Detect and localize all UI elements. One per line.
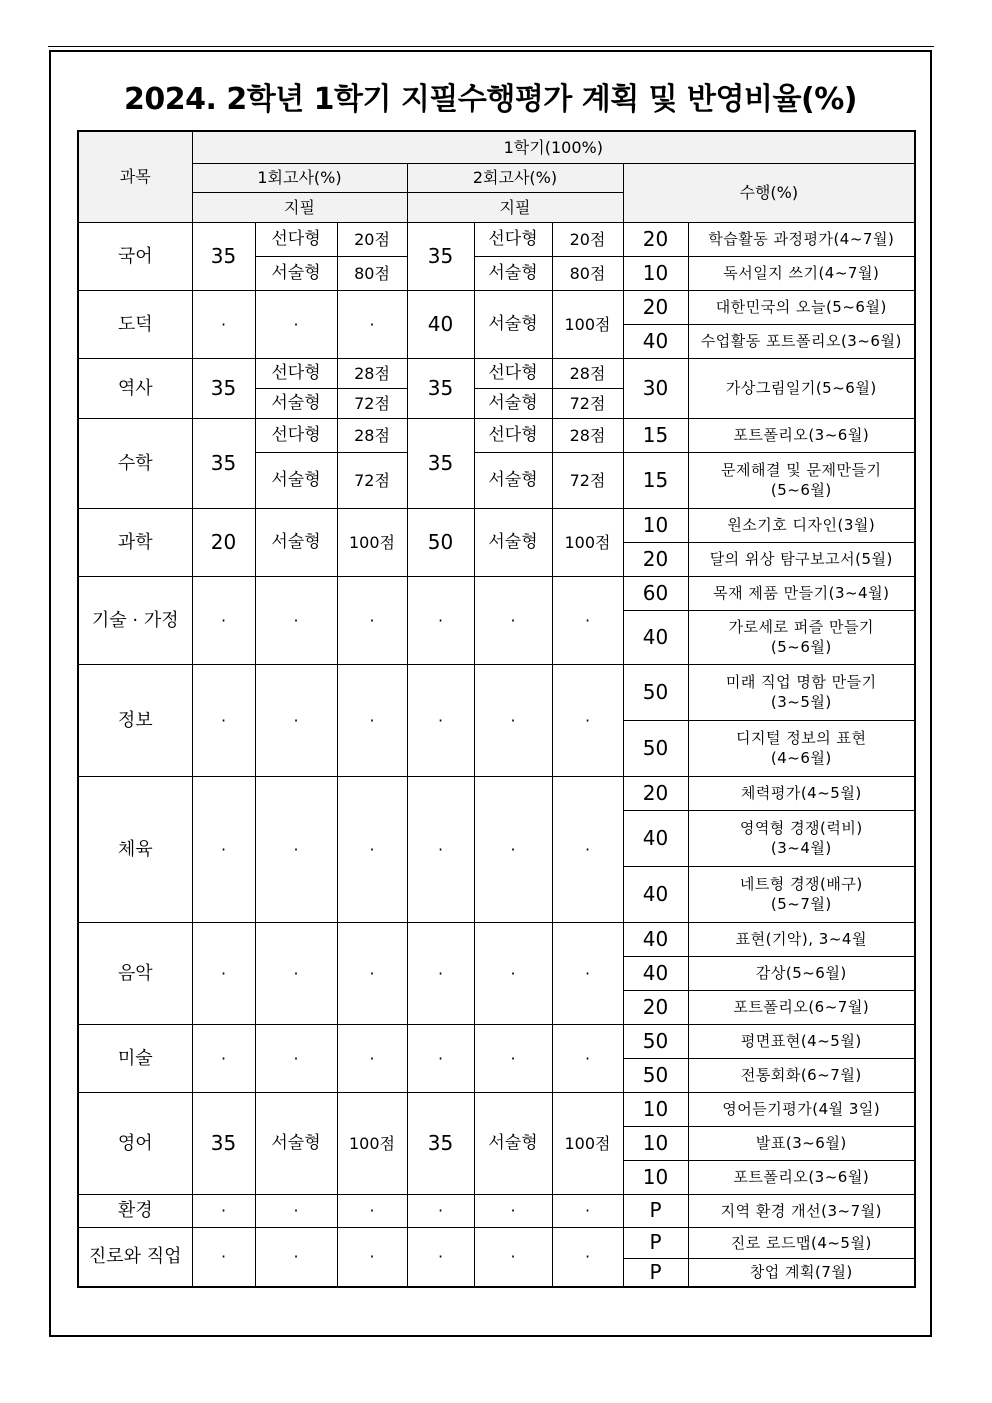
perf-weight: 50 (623, 664, 688, 720)
table-row (78, 1194, 915, 1227)
exam-type: 서술형 (474, 1092, 552, 1194)
exam-type: · (474, 1227, 552, 1287)
exam-points: · (337, 922, 407, 1024)
perf-weight: 40 (623, 810, 688, 866)
perf-item-period: (3~5월) (770, 693, 832, 711)
perf-weight: 10 (623, 256, 688, 290)
exam-points: 72점 (337, 388, 407, 418)
exam2-weight: · (407, 922, 474, 1024)
perf-weight: 15 (623, 452, 688, 508)
exam-points: 28점 (337, 358, 407, 388)
subject-name: 과학 (78, 508, 192, 576)
exam-type: · (255, 922, 337, 1024)
exam-type: · (474, 1194, 552, 1227)
perf-item (688, 610, 915, 664)
perf-item-line: 문제해결 및 문제만들기 (721, 461, 882, 479)
perf-weight: 15 (623, 418, 688, 452)
exam-type: 서술형 (474, 388, 552, 418)
assessment-plan-table (77, 130, 916, 1288)
exam1-weight: · (192, 664, 255, 776)
exam-points: 20점 (337, 222, 407, 256)
header-exam1: 1회고사(%) (192, 163, 407, 192)
perf-item: 학습활동 과정평가(4~7월) (688, 222, 915, 256)
perf-weight: 10 (623, 1160, 688, 1194)
exam-points: 28점 (552, 358, 623, 388)
perf-item: 원소기호 디자인(3월) (688, 508, 915, 542)
perf-item-period: (3~4월) (770, 839, 832, 857)
perf-weight: 40 (623, 956, 688, 990)
exam-points: 100점 (552, 290, 623, 358)
exam1-weight: · (192, 290, 255, 358)
table-row (78, 508, 915, 542)
exam-points: · (337, 776, 407, 922)
exam-points: · (337, 576, 407, 664)
exam2-weight: 35 (407, 222, 474, 290)
exam-type: · (255, 1024, 337, 1092)
header-exam1-written: 지필 (192, 192, 407, 222)
exam1-weight: · (192, 1227, 255, 1287)
top-rule (48, 46, 934, 47)
exam1-weight: 35 (192, 222, 255, 290)
perf-item-line: 영역형 경쟁(럭비) (739, 819, 863, 837)
perf-weight: 20 (623, 776, 688, 810)
exam-points: 100점 (337, 508, 407, 576)
perf-item (688, 664, 915, 720)
table-row (78, 922, 915, 956)
perf-weight: 10 (623, 1092, 688, 1126)
perf-item (688, 452, 915, 508)
exam-points: 100점 (552, 508, 623, 576)
exam-type: 선다형 (255, 222, 337, 256)
perf-item: 독서일지 쓰기(4~7월) (688, 256, 915, 290)
perf-item: 포트폴리오(3~6월) (688, 418, 915, 452)
exam1-weight: · (192, 776, 255, 922)
exam-type: 서술형 (474, 256, 552, 290)
perf-weight: 20 (623, 222, 688, 256)
perf-item: 포트폴리오(6~7월) (688, 990, 915, 1024)
exam-points: 72점 (552, 452, 623, 508)
exam-type: 서술형 (474, 452, 552, 508)
exam1-weight: 20 (192, 508, 255, 576)
perf-weight: 10 (623, 1126, 688, 1160)
perf-item: 가상그림일기(5~6월) (688, 358, 915, 418)
exam2-weight: 40 (407, 290, 474, 358)
perf-weight: 40 (623, 324, 688, 358)
exam-points: 80점 (552, 256, 623, 290)
exam2-weight: 50 (407, 508, 474, 576)
exam-points: · (552, 664, 623, 776)
exam-type: · (474, 1024, 552, 1092)
table-row (78, 358, 915, 388)
perf-weight: 40 (623, 866, 688, 922)
table-row (78, 576, 915, 610)
perf-weight: 50 (623, 1024, 688, 1058)
perf-weight: 20 (623, 542, 688, 576)
subject-name: 체육 (78, 776, 192, 922)
exam1-weight: · (192, 576, 255, 664)
exam-type: · (474, 776, 552, 922)
perf-item-line: 네트형 경쟁(배구) (739, 875, 863, 893)
perf-item: 달의 위상 탐구보고서(5월) (688, 542, 915, 576)
perf-item: 진로 로드맵(4~5월) (688, 1227, 915, 1258)
exam-points: 28점 (552, 418, 623, 452)
exam-type: 선다형 (474, 418, 552, 452)
perf-item (688, 866, 915, 922)
perf-weight: 50 (623, 720, 688, 776)
exam2-weight: · (407, 776, 474, 922)
exam-type: · (255, 776, 337, 922)
table-row (78, 290, 915, 324)
exam2-weight: · (407, 576, 474, 664)
exam2-weight: · (407, 1227, 474, 1287)
perf-item: 대한민국의 오늘(5~6월) (688, 290, 915, 324)
subject-name: 기술 · 가정 (78, 576, 192, 664)
perf-item (688, 720, 915, 776)
subject-name: 진로와 직업 (78, 1227, 192, 1287)
perf-weight: P (623, 1227, 688, 1258)
header-row (78, 163, 915, 192)
perf-item: 영어듣기평가(4월 3일) (688, 1092, 915, 1126)
exam2-weight: 35 (407, 1092, 474, 1194)
subject-name: 국어 (78, 222, 192, 290)
perf-weight: 10 (623, 508, 688, 542)
header-row (78, 131, 915, 163)
exam-type: · (255, 290, 337, 358)
perf-item: 발표(3~6월) (688, 1126, 915, 1160)
exam-type: 서술형 (255, 508, 337, 576)
exam-points: · (552, 1024, 623, 1092)
exam-type: · (474, 576, 552, 664)
exam-points: 72점 (337, 452, 407, 508)
exam-type: 서술형 (255, 452, 337, 508)
table-row (78, 418, 915, 452)
exam-points: 20점 (552, 222, 623, 256)
perf-item-period: (5~7월) (770, 895, 832, 913)
subject-name: 정보 (78, 664, 192, 776)
table-row (78, 1092, 915, 1126)
exam-type: 서술형 (255, 388, 337, 418)
exam-type: 서술형 (474, 290, 552, 358)
exam1-weight: · (192, 1194, 255, 1227)
header-performance: 수행(%) (623, 163, 915, 222)
perf-weight: 20 (623, 990, 688, 1024)
subject-name: 음악 (78, 922, 192, 1024)
exam-points: · (552, 776, 623, 922)
perf-weight: 20 (623, 290, 688, 324)
exam-points: · (337, 1024, 407, 1092)
exam2-weight: 35 (407, 418, 474, 508)
exam1-weight: 35 (192, 1092, 255, 1194)
perf-item-line: 미래 직업 명함 만들기 (725, 673, 877, 691)
header-exam2-written: 지필 (407, 192, 623, 222)
exam1-weight: 35 (192, 358, 255, 418)
perf-item: 지역 환경 개선(3~7월) (688, 1194, 915, 1227)
subject-name: 도덕 (78, 290, 192, 358)
perf-item: 표현(기악), 3~4월 (688, 922, 915, 956)
header-semester: 1학기(100%) (192, 131, 915, 163)
perf-item: 포트폴리오(3~6월) (688, 1160, 915, 1194)
exam-points: · (552, 576, 623, 664)
perf-item-period: (5~6월) (770, 638, 832, 656)
exam-type: 서술형 (255, 1092, 337, 1194)
exam-type: 서술형 (474, 508, 552, 576)
exam-points: 100점 (552, 1092, 623, 1194)
document-title: 2024. 2학년 1학기 지필수행평가 계획 및 반영비율(%) (124, 82, 857, 117)
exam-type: 선다형 (255, 418, 337, 452)
exam-type: · (255, 1227, 337, 1287)
table-row (78, 1024, 915, 1058)
exam-type: 선다형 (474, 358, 552, 388)
table-row (78, 776, 915, 810)
perf-item: 수업활동 포트폴리오(3~6월) (688, 324, 915, 358)
exam2-weight: 35 (407, 358, 474, 418)
perf-item: 창업 계획(7월) (688, 1258, 915, 1287)
exam-type: · (255, 576, 337, 664)
exam1-weight: 35 (192, 418, 255, 508)
exam-points: · (552, 922, 623, 1024)
subject-name: 미술 (78, 1024, 192, 1092)
exam-points: 80점 (337, 256, 407, 290)
subject-name: 수학 (78, 418, 192, 508)
exam-type: 선다형 (474, 222, 552, 256)
perf-weight: 50 (623, 1058, 688, 1092)
exam-type: · (474, 664, 552, 776)
perf-item-period: (4~6월) (770, 749, 832, 767)
perf-item: 감상(5~6월) (688, 956, 915, 990)
exam-type: · (474, 922, 552, 1024)
exam-points: · (337, 290, 407, 358)
exam2-weight: · (407, 1194, 474, 1227)
exam-points: · (552, 1227, 623, 1287)
perf-item: 전통회화(6~7월) (688, 1058, 915, 1092)
perf-item (688, 810, 915, 866)
exam-points: 28점 (337, 418, 407, 452)
perf-weight: P (623, 1194, 688, 1227)
exam1-weight: · (192, 922, 255, 1024)
perf-weight: 40 (623, 610, 688, 664)
table-row (78, 1227, 915, 1258)
perf-item-line: 디지털 정보의 표현 (736, 729, 867, 747)
exam-points: 72점 (552, 388, 623, 418)
header-subject: 과목 (78, 131, 192, 222)
perf-weight: 30 (623, 358, 688, 418)
subject-name: 역사 (78, 358, 192, 418)
perf-weight: 40 (623, 922, 688, 956)
exam-type: 선다형 (255, 358, 337, 388)
exam-points: · (337, 1227, 407, 1287)
header-exam2: 2회고사(%) (407, 163, 623, 192)
subject-name: 환경 (78, 1194, 192, 1227)
exam-points: 100점 (337, 1092, 407, 1194)
perf-item: 평면표현(4~5월) (688, 1024, 915, 1058)
exam-points: · (337, 1194, 407, 1227)
exam2-weight: · (407, 664, 474, 776)
exam2-weight: · (407, 1024, 474, 1092)
exam-type: 서술형 (255, 256, 337, 290)
perf-item: 체력평가(4~5월) (688, 776, 915, 810)
exam-type: · (255, 1194, 337, 1227)
perf-item-line: 가로세로 퍼즐 만들기 (728, 618, 875, 636)
table-row (78, 664, 915, 720)
exam1-weight: · (192, 1024, 255, 1092)
perf-weight: 60 (623, 576, 688, 610)
exam-type: · (255, 664, 337, 776)
perf-item-period: (5~6월) (770, 481, 832, 499)
table-row (78, 222, 915, 256)
subject-name: 영어 (78, 1092, 192, 1194)
perf-weight: P (623, 1258, 688, 1287)
exam-points: · (337, 664, 407, 776)
perf-item: 목재 제품 만들기(3~4월) (688, 576, 915, 610)
exam-points: · (552, 1194, 623, 1227)
